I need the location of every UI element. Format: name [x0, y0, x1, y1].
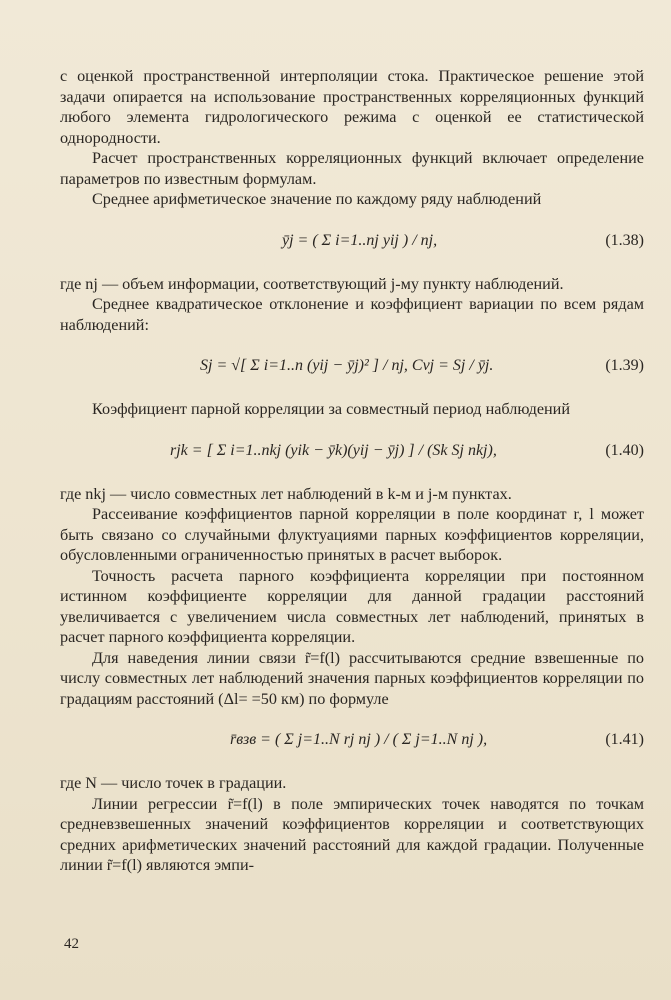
formula-expression: rjk = [ Σ i=1..nkj (yik − ȳk)(yij − ȳj) ] / (Sk Sj nkj), [170, 441, 497, 459]
formula-1-41 [60, 713, 644, 767]
formula-number: (1.39) [605, 356, 644, 374]
paragraph-5: Среднее квадратическое отклонение и коэффициент вариации по всем рядам наблюдений: [60, 295, 644, 334]
paragraph-2: Расчет пространственных корреляционных функций включает определение параметров по известным формулам. [60, 149, 644, 188]
formula-expression: Sj = √[ Σ i=1..n (yij − ȳj)² ] / nj, Cvj = Sj / ȳj. [200, 356, 494, 374]
paragraph-8: Рассеивание коэффициентов парной корреляции в поле координат r, l может быть связано со случайными флуктуациями парных коэффициентов корреляции, обусловленными ограниченностью принятых в расчет выборок. [60, 505, 644, 564]
formula-number: (1.40) [605, 441, 644, 459]
formula-expression: ȳj = ( Σ i=1..nj yij ) / nj, [282, 231, 438, 249]
formula-1-40 [60, 424, 644, 478]
paragraph-12: Линии регрессии r̃=f(l) в поле эмпирических точек наводятся по точкам средневзвешенных значений коэффициентов корреляции и соответствующих средних арифметических значений расстояний для каждой градации. Полученные линии r̃=f(l) являются эмпи- [60, 794, 644, 874]
page-body [60, 66, 644, 876]
formula-expression: r̄взв = ( Σ j=1..N rj nj ) / ( Σ j=1..N nj ), [230, 730, 488, 748]
paragraph-1: с оценкой пространственной интерполяции стока. Практическое решение этой задачи опирается на использование пространственных корреляционных функций любого элемента гидрологического режима с оценкой ее статистической однородности. [60, 67, 644, 147]
page-number: 42 [64, 936, 79, 952]
formula-1-38 [60, 214, 644, 268]
formula-number: (1.41) [605, 730, 644, 748]
paragraph-9: Точность расчета парного коэффициента корреляции при постоянном истинном коэффициенте корреляции для данной градации расстояний увеличивается с увеличением числа совместных лет наблюдений, принятых в расчет парного коэффициента корреляции. [60, 566, 644, 646]
paragraph-10: Для наведения линии связи r̃=f(l) рассчитываются средние взвешенные по числу совместных лет наблюдений значения парных коэффициентов корреляции по градациям расстояний (Δl= =50 км) по формуле [60, 648, 644, 708]
paragraph-6: Коэффициент парной корреляции за совместный период наблюдений [92, 400, 571, 418]
formula-1-39 [60, 339, 644, 393]
formula-number: (1.38) [605, 231, 644, 249]
paragraph-11: где N — число точек в градации. [60, 774, 287, 792]
paragraph-7: где nkj — число совместных лет наблюдений в k-м и j-м пунктах. [60, 484, 512, 503]
paragraph-3: Среднее арифметическое значение по каждому ряду наблюдений [92, 190, 542, 208]
paragraph-4: где nj — объем информации, соответствующий j-му пункту наблюдений. [60, 274, 564, 293]
